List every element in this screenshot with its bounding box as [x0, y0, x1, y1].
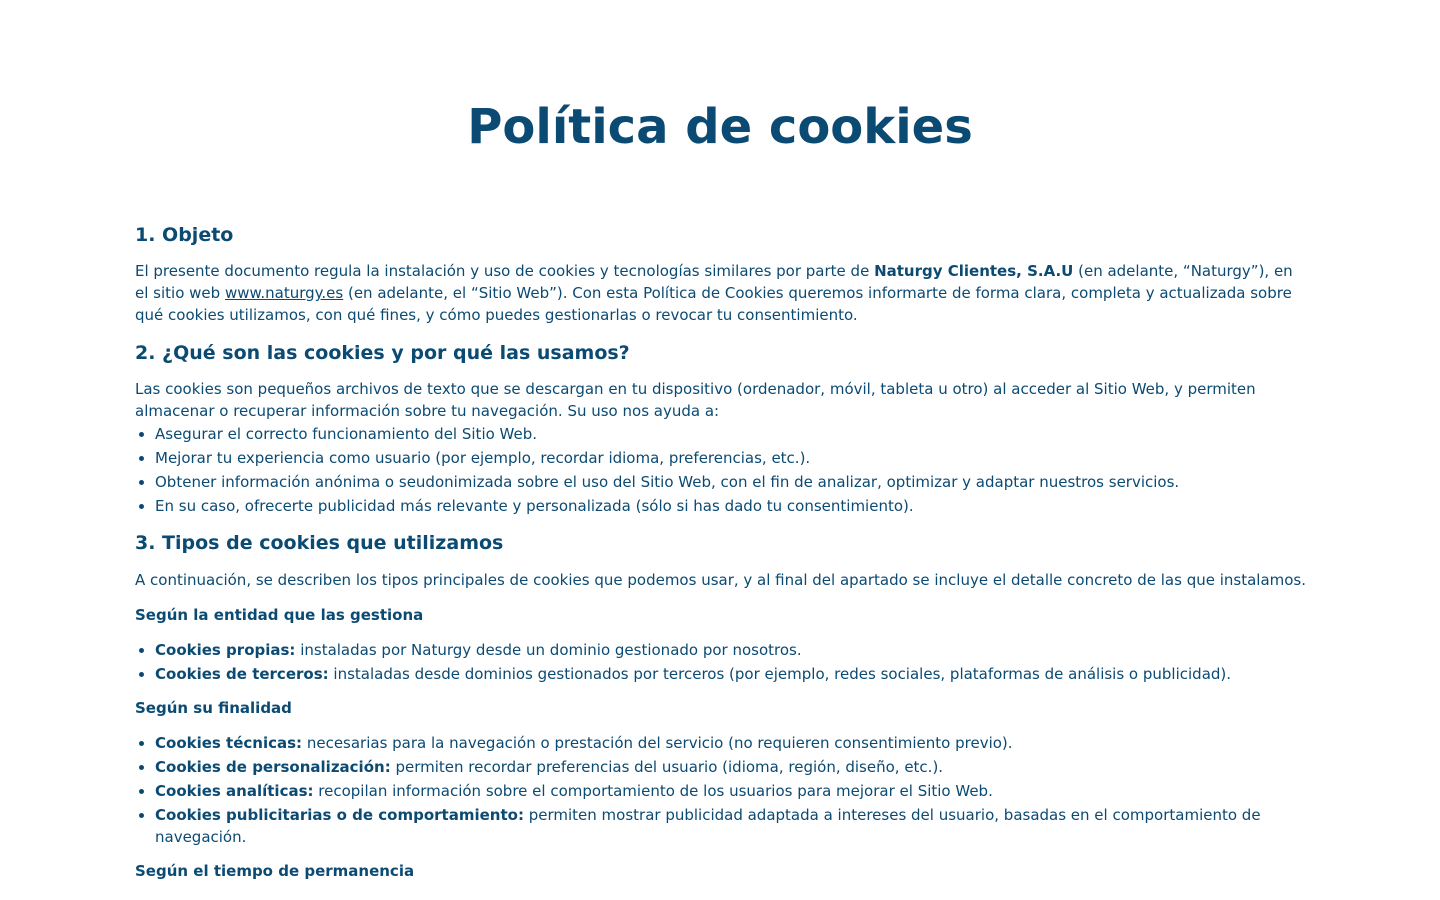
section-heading-objeto: 1. Objeto	[135, 224, 234, 246]
subheading-entidad: Según la entidad que las gestiona	[135, 606, 424, 624]
section-heading-que-son: 2. ¿Qué son las cookies y por qué las usamos?	[135, 342, 630, 364]
term: Cookies analíticas:	[155, 782, 314, 800]
term: Cookies técnicas:	[155, 734, 303, 752]
list-item: • Asegurar el correcto funcionamiento del Sitio Web.	[155, 423, 1310, 445]
list-item	[155, 732, 1310, 754]
objeto-text-a: El presente documento regula la instalación y uso de cookies y tecnologías similares por parte de	[135, 262, 875, 280]
objeto-text-b: (en adelante, “Naturgy”), en el sitio web	[135, 262, 1293, 302]
tipos-intro: A continuación, se describen los tipos principales de cookies que podemos usar, y al final del apartado se incluye el detalle concreto de las que instalamos.	[135, 571, 1307, 589]
list-item: • En su caso, ofrecerte publicidad más relevante y personalizada (sólo si has dado tu consentimiento).	[155, 495, 1310, 517]
subheading-finalidad: Según su finalidad	[135, 699, 292, 717]
term-description: recopilan información sobre el comportamiento de los usuarios para mejorar el Sitio Web.	[313, 782, 993, 800]
policy-content	[135, 221, 1310, 882]
list-item	[155, 663, 1310, 685]
list-item	[155, 804, 1310, 848]
naturgy-site-link[interactable]: www.naturgy.es	[224, 284, 344, 302]
que-son-intro: Las cookies son pequeños archivos de texto que se descargan en tu dispositivo (ordenador, móvil, tableta u otro) al acceder al Sitio Web, y permiten almacenar o recuperar información sobre tu navegación. Su uso nos ayuda a:	[135, 380, 1256, 420]
term-description: instaladas desde dominios gestionados por terceros (por ejemplo, redes sociales, plataformas de análisis o publicidad).	[328, 665, 1232, 683]
company-name: Naturgy Clientes, S.A.U	[874, 262, 1074, 280]
section-heading-tipos: 3. Tipos de cookies que utilizamos	[135, 532, 504, 554]
term-description: permiten recordar preferencias del usuario (idioma, región, diseño, etc.).	[390, 758, 944, 776]
list-item: • Mejorar tu experiencia como usuario (por ejemplo, recordar idioma, preferencias, etc.).	[155, 447, 1310, 469]
term-description: permiten mostrar publicidad adaptada a intereses del usuario, basadas en el comportamiento de navegación.	[155, 806, 1261, 846]
term: Cookies de personalización:	[155, 758, 391, 776]
term: Cookies publicitarias o de comportamiento:	[155, 806, 524, 824]
list-item	[155, 639, 1310, 661]
list-item	[155, 756, 1310, 778]
subheading-permanencia: Según el tiempo de permanencia	[135, 862, 415, 880]
list-item: • Obtener información anónima o seudonimizada sobre el uso del Sitio Web, con el fin de analizar, optimizar y adaptar nuestros servicios.	[155, 471, 1310, 493]
term-description: necesarias para la navegación o prestación del servicio (no requieren consentimiento previo).	[302, 734, 1013, 752]
entidad-list	[135, 639, 1310, 685]
term-description: instaladas por Naturgy desde un dominio gestionado por nosotros.	[295, 641, 802, 659]
finalidad-list	[135, 732, 1310, 848]
objeto-text-c: (en adelante, el “Sitio Web”). Con esta Política de Cookies queremos informarte de forma clara, completa y actualizada sobre qué cookies utilizamos, con qué fines, y cómo puedes gestionarlas o revocar tu consentimiento.	[135, 284, 1292, 324]
term: Cookies propias:	[155, 641, 296, 659]
objeto-paragraph	[135, 260, 1310, 326]
term: Cookies de terceros:	[155, 665, 329, 683]
list-item	[155, 780, 1310, 802]
uses-list	[135, 423, 1310, 517]
page-title: Política de cookies	[467, 99, 973, 155]
